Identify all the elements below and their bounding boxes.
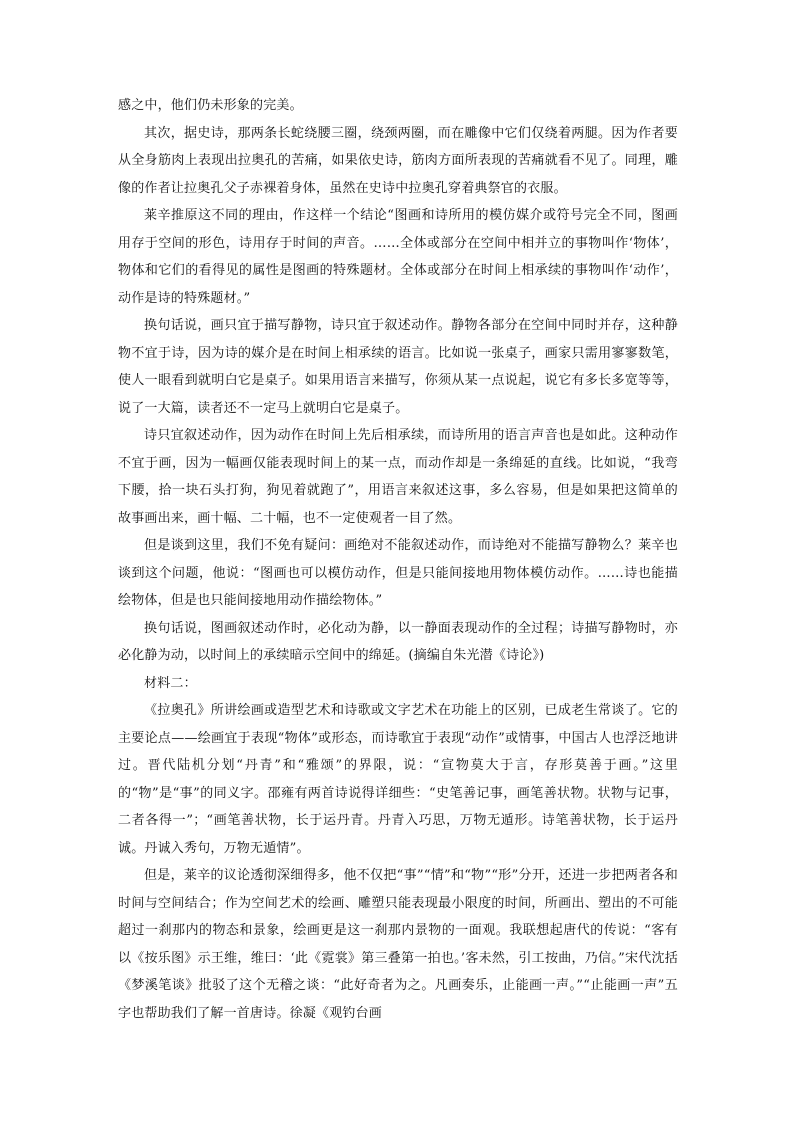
paragraph-continuation: 感之中，他们仍未形象的完美。 [118,98,303,113]
paragraph-lessing-analysis: 但是，莱辛的议论透彻深细得多，他不仅把“事”“情”和“物”“形”分开，还进一步把两者各和时间与空间结合；作为空间艺术的绘画、雕塑只能表现最小限度的时间，所画出、塑出的不可能超过一刹那内的物态和景象，绘画更是这一刹那内景物的一面观。我联想起唐代的传说：“客有以《按乐图》示王维，维曰：‘此《霓裳》第三叠第一拍也。’客未然，引工按曲，乃信。”宋代沈括《梦溪笔谈》批驳了这个无稽之谈：“此好奇者为之。凡画奏乐，止能画一声。”“止能画一声”五字也帮助我们了解一首唐诗。徐凝《观钓台画 [118,868,678,1021]
paragraph-lessing-conclusion: 莱辛推原这不同的理由，作这样一个结论“图画和诗所用的模仿媒介或符号完全不同，图画用存于空间的形色，诗用存于时间的声音。……全体或部分在空间中相并立的事物叫作‘物体’，物体和它们的看得见的属性是图画的特殊题材。全体或部分在时间上相承续的事物叫作‘动作’，动作是诗的特殊题材。” [118,208,678,306]
document-body [118,92,678,1027]
paragraph-snake-coils: 其次，据史诗，那两条长蛇绕腰三圈，绕颈两圈，而在雕像中它们仅绕着两腿。因为作者要从全身筋肉上表现出拉奥孔的苦痛，如果依史诗，筋肉方面所表现的苦痛就看不见了。同理，雕像的作者让拉奥孔父子赤裸着身体，虽然在史诗中拉奥孔穿着典祭官的衣服。 [118,125,678,196]
paragraph-question: 但是谈到这里，我们不免有疑问：画绝对不能叙述动作，而诗绝对不能描写静物么？莱辛也谈到这个问题，他说：“图画也可以模仿动作，但是只能间接地用物体模仿动作。……诗也能描绘物体，但是也只能间接地用动作描绘物体。” [118,538,678,608]
paragraph-painting-still-objects: 换句话说，画只宜于描写静物，诗只宜于叙述动作。静物各部分在空间中同时并存，这种静物不宜于诗，因为诗的媒介是在时间上相承续的语言。比如说一张桌子，画家只需用寥寥数笔，使人一眼看到就明白它是桌子。如果用语言来描写，你须从某一点说起，说它有多长多宽等等，说了一大篇，读者还不一定马上就明白它是桌子。 [118,318,678,416]
paragraph-laocoon-function: 《拉奥孔》所讲绘画或造型艺术和诗歌或文字艺术在功能上的区别，已成老生常谈了。它的主要论点——绘画宜于表现“物体”或形态，而诗歌宜于表现“动作”或情事，中国古人也浮泛地讲过。晋代陆机分划“丹青”和“雅颂”的界限，说：“宣物莫大于言，存形莫善于画。”这里的“物”是“事”的同义字。邵雍有两首诗说得详细些：“史笔善记事，画笔善状物。状物与记事，二者各得一”；“画笔善状物，长于运丹青。丹青入巧思，万物无遁形。诗笔善状物，长于运丹诚。丹诚入秀句，万物无遁情”。 [118,703,678,856]
material-two-heading: 材料二： [144,675,197,691]
paragraph-poetry-actions: 诗只宜叙述动作，因为动作在时间上先后相承续，而诗所用的语言声音也是如此。这种动作不宜于画，因为一幅画仅能表现时间上的某一点，而动作却是一条绵延的直线。比如说，“我弯下腰，拾一块石头打狗，狗见着就跑了”，用语言来叙述这事，多么容易，但是如果把这简单的故事画出来，画十幅、二十幅，也不一定使观者一目了然。 [118,428,678,526]
paragraph-summary-source: 换句话说，图画叙述动作时，必化动为静，以一静面表现动作的全过程；诗描写静物时，亦必化静为动，以时间上的承续暗示空间中的绵延。(摘编自朱光潜《诗论》) [118,620,678,663]
